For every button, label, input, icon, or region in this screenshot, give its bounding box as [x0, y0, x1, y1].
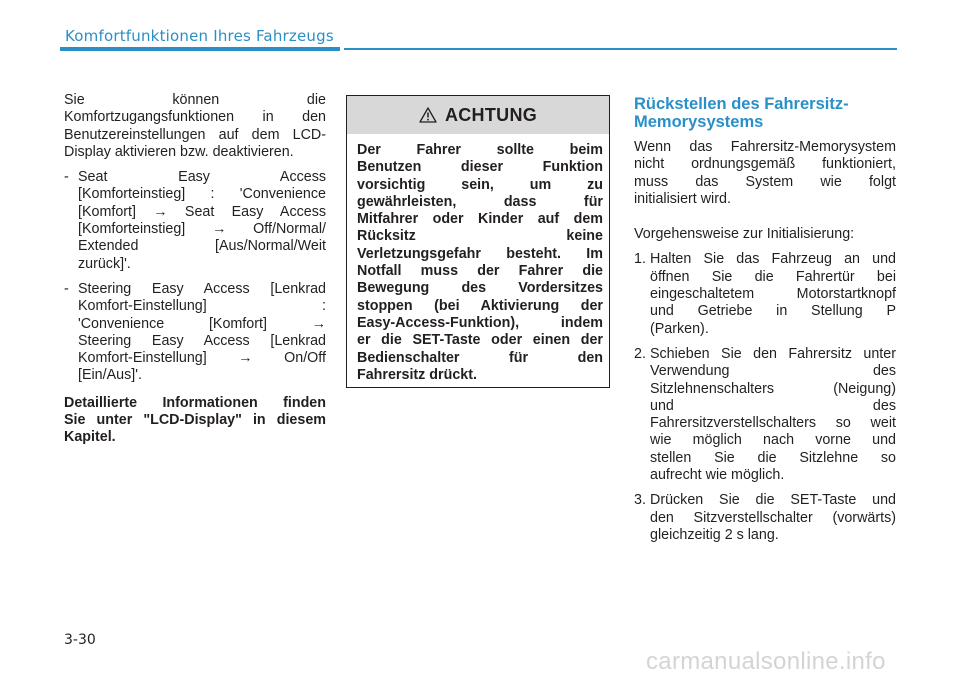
warning-box — [346, 95, 610, 388]
watermark: carmanualsonline.info — [646, 648, 886, 675]
step-line: eingeschaltetem Motorstartknopf — [650, 286, 896, 303]
procedure-step-1 — [634, 251, 896, 337]
item-line: Steering Easy Access [Lenkrad — [78, 332, 326, 349]
step-line: Fahrersitzverstellschalters so weit — [650, 415, 896, 432]
step-number: 3. — [634, 492, 646, 509]
section-title-line: Memorysystems — [634, 113, 764, 131]
step-line: (Parken). — [650, 320, 709, 337]
procedure-label-text: Vorgehensweise zur Initialisierung: — [634, 226, 855, 243]
intro-paragraph — [64, 92, 326, 161]
step-line: öffnen Sie die Fahrertür bei — [650, 268, 896, 285]
step-line: stellen Sie die Sitzlehne so — [650, 449, 896, 466]
step-line: Halten Sie das Fahrzeug an und — [650, 251, 896, 268]
header-rule-thin — [344, 48, 897, 50]
step-line: gleichzeitig 2 s lang. — [650, 526, 779, 543]
chapter-title: Komfortfunktionen Ihres Fahrzeugs — [65, 27, 334, 45]
step-line: Verwendung des — [650, 363, 896, 380]
step-line: aufrecht wie möglich. — [650, 467, 785, 484]
item-line: [Komfort] → Seat Easy Access — [78, 203, 326, 220]
intro-line: Sie können die — [64, 92, 326, 108]
warning-line: Verletzungsgefahr besteht. Im — [357, 245, 603, 262]
procedure-label — [634, 226, 896, 243]
warning-line: er die SET-Taste oder einen der — [357, 332, 603, 349]
warning-line: gewährleisten, dass für — [357, 193, 603, 210]
header-rule-thick — [60, 47, 340, 51]
warning-header — [347, 96, 609, 134]
warning-line: Easy-Access-Funktion), indem — [357, 314, 603, 331]
intro-line: Display aktivieren bzw. deaktivieren. — [64, 143, 294, 160]
procedure-step-2 — [634, 346, 896, 484]
warning-line: Bewegung des Vordersitzes — [357, 280, 603, 297]
dash-bullet: - — [64, 280, 69, 297]
step-line: Sitzlehnenschalters (Neigung) — [650, 380, 896, 397]
item-line: Komfort-Einstellung] : — [78, 298, 326, 315]
step-number: 1. — [634, 251, 646, 268]
item-line: [Ein/Aus]'. — [78, 367, 142, 384]
warning-title: ACHTUNG — [444, 104, 538, 125]
step-number: 2. — [634, 345, 646, 362]
warning-line: Der Fahrer sollte beim — [357, 142, 603, 158]
intro-line: Wenn das Fahrersitz-Memorysystem — [634, 139, 896, 155]
item-line: [Komforteinstieg] → Off/Normal/ — [78, 221, 326, 238]
step-line: und Getriebe in Stellung P — [650, 303, 896, 320]
note-line: Sie unter "LCD-Display" in diesem — [64, 412, 326, 429]
left-column — [64, 92, 326, 447]
item-line: zurück]'. — [78, 255, 131, 272]
warning-line: vorsichtig sein, um zu — [357, 176, 603, 193]
note-line: Kapitel. — [64, 429, 116, 446]
warning-line: Benutzen dieser Funktion — [357, 159, 603, 176]
right-column — [634, 95, 896, 544]
warning-triangle-icon — [419, 107, 437, 123]
lcd-reference-note — [64, 395, 326, 447]
section-title-line: Rückstellen des Fahrersitz- — [634, 95, 849, 113]
step-line: wie möglich nach vorne und — [650, 432, 896, 449]
page-number: 3-30 — [64, 632, 96, 648]
item-line: Steering Easy Access [Lenkrad — [78, 280, 326, 297]
setting-item-steering-easy-access — [64, 281, 326, 385]
intro-line: initialisiert wird. — [634, 190, 731, 207]
intro-line: muss das System wie folgt — [634, 173, 896, 190]
item-line: 'Convenience [Komfort] → — [78, 315, 326, 332]
item-line: Komfort-Einstellung] → On/Off — [78, 350, 326, 367]
setting-item-seat-easy-access — [64, 169, 326, 273]
step-line: Schieben Sie den Fahrersitz unter — [650, 345, 896, 362]
intro-line: nicht ordnungsgemäß funktioniert, — [634, 156, 896, 173]
warning-line: Notfall muss der Fahrer die — [357, 263, 603, 280]
step-line: den Sitzverstellschalter (vorwärts) — [650, 509, 896, 526]
item-line: [Komforteinstieg] : 'Convenience — [78, 186, 326, 203]
procedure-step-3 — [634, 492, 896, 544]
intro-line: Benutzereinstellungen auf dem LCD- — [64, 126, 326, 143]
item-line: Extended [Aus/Normal/Weit — [78, 238, 326, 255]
step-line: und des — [650, 397, 896, 414]
dash-bullet: - — [64, 169, 69, 186]
warning-line: stoppen (bei Aktivierung der — [357, 297, 603, 314]
warning-line: Mitfahrer oder Kinder auf dem — [357, 211, 603, 228]
section-title — [634, 95, 896, 131]
item-line: Seat Easy Access — [78, 169, 326, 186]
reset-intro-paragraph — [634, 139, 896, 208]
warning-text — [357, 142, 603, 384]
step-line: Drücken Sie die SET-Taste und — [650, 492, 896, 509]
intro-line: Komfortzugangsfunktionen in den — [64, 109, 326, 126]
warning-line: Bedienschalter für den — [357, 349, 603, 366]
note-line: Detaillierte Informationen finden — [64, 394, 326, 411]
warning-line: Fahrersitz drückt. — [357, 366, 477, 383]
warning-line: Rücksitz keine — [357, 228, 603, 245]
